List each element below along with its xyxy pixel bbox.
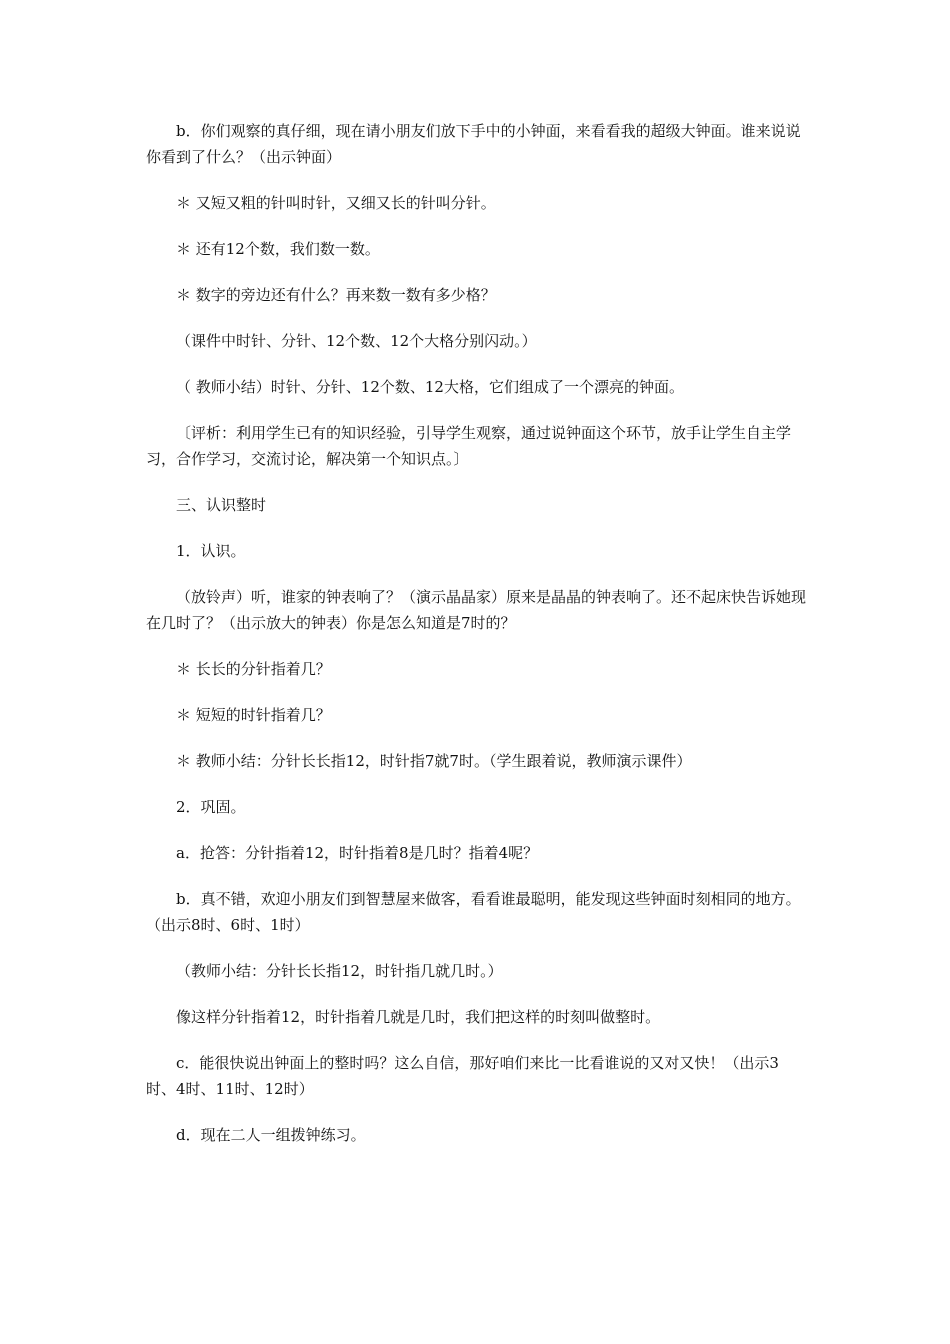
paragraph-commentary: 〔评析：利用学生已有的知识经验，引导学生观察，通过说钟面这个环节，放手让学生自主学习，合作学习，交流讨论，解决第一个知识点。〕 (146, 424, 792, 468)
paragraph-courseware-flash: （课件中时针、分针、12个数、12个大格分别闪动。） (176, 332, 537, 350)
paragraph-teacher-summary-3: （教师小结：分针长长指12，时针指几就几时。） (176, 962, 503, 980)
paragraph-teacher-summary-2: ＊ 教师小结：分针长长指12，时针指7就7时。（学生跟着说，教师演示课件） (176, 752, 692, 770)
section-heading-whole-hour: 三、认识整时 (176, 496, 267, 514)
paragraph-pair-practice: d．现在二人一组拨钟练习。 (176, 1126, 366, 1144)
paragraph-hour-minute-hand: ＊ 又短又粗的针叫时针，又细又长的针叫分针。 (176, 194, 496, 212)
subheading-consolidate: 2．巩固。 (176, 798, 246, 816)
paragraph-quick-answer: a．抢答：分针指着12，时针指着8是几时？指着4呢？ (176, 844, 539, 862)
paragraph-hour-hand-question: ＊ 短短的时针指着几？ (176, 706, 331, 724)
paragraph-twelve-numbers: ＊ 还有12个数，我们数一数。 (176, 240, 380, 258)
paragraph-whole-hour-definition: 像这样分针指着12，时针指着几就是几时，我们把这样的时刻叫做整时。 (176, 1008, 661, 1026)
paragraph-teacher-summary-1: （ 教师小结）时针、分针、12个数、12大格，它们组成了一个漂亮的钟面。 (176, 378, 684, 396)
subheading-recognize: 1．认识。 (176, 542, 246, 560)
paragraph-clock-face-intro: b．你们观察的真仔细，现在请小朋友们放下手中的小钟面，来看看我的超级大钟面。谁来说说你看到了什么？（出示钟面） (146, 122, 801, 166)
paragraph-count-marks: ＊ 数字的旁边还有什么？再来数一数有多少格？ (176, 286, 496, 304)
paragraph-competition: c．能很快说出钟面上的整时吗？这么自信，那好咱们来比一比看谁说的又对又快！（出示3时、4时、11时、12时） (146, 1054, 779, 1098)
paragraph-alarm-story: （放铃声）听，谁家的钟表响了？（演示晶晶家）原来是晶晶的钟表响了。还不起床快告诉她现在几时了？（出示放大的钟表）你是怎么知道是7时的？ (146, 588, 807, 632)
paragraph-wisdom-house: b．真不错，欢迎小朋友们到智慧屋来做客，看看谁最聪明，能发现这些钟面时刻相同的地方。（出示8时、6时、1时） (146, 890, 801, 934)
document-body (146, 118, 808, 1168)
paragraph-minute-hand-question: ＊ 长长的分针指着几？ (176, 660, 331, 678)
